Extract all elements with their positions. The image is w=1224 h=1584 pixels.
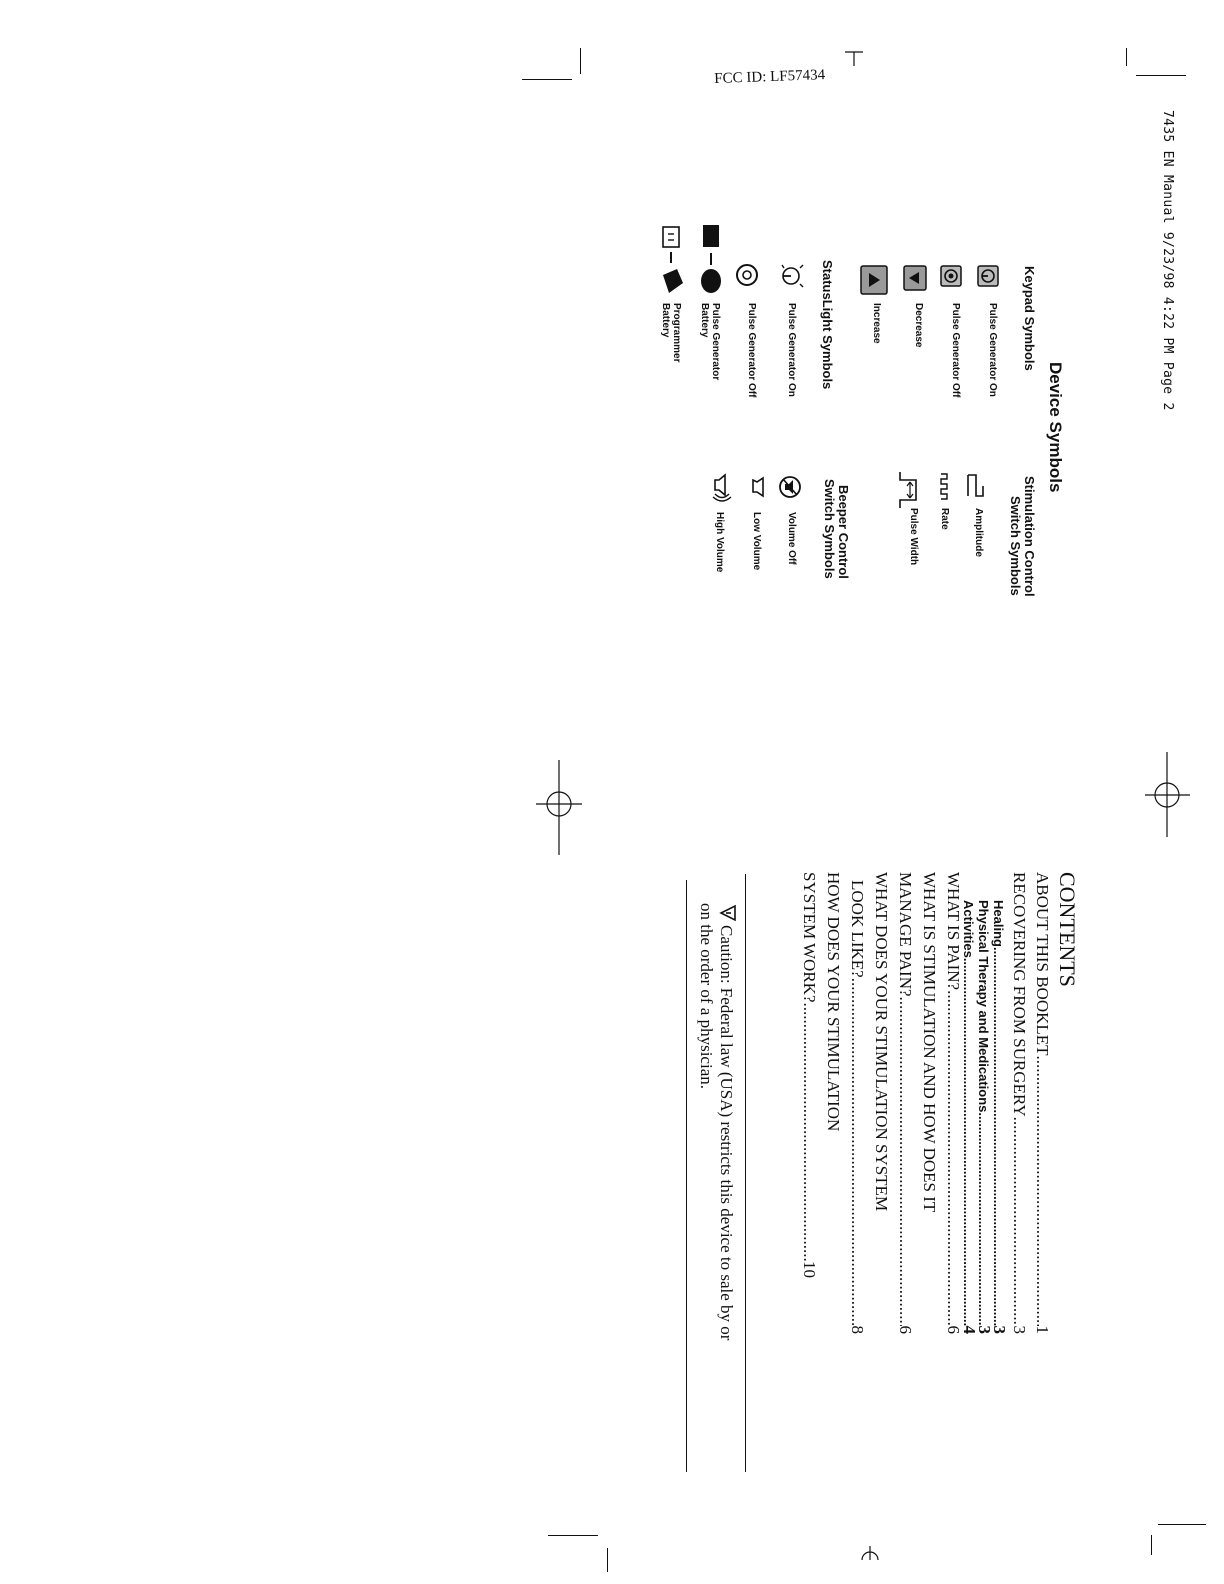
keypad-label: Pulse Generator Off xyxy=(950,303,961,398)
toc-entry: WHAT IS STIMULATION AND HOW DOES IT xyxy=(920,872,939,1213)
registration-target-icon xyxy=(1145,752,1190,837)
statuslight-symbols-heading: StatusLight Symbols xyxy=(820,260,835,390)
pulse-generator-on-key-icon xyxy=(977,265,999,287)
caution-rule-top xyxy=(745,874,746,1472)
statuslight-label: Pulse Generator Off xyxy=(746,303,757,398)
toc-subentry: Healing ..... 3 xyxy=(994,872,1009,1334)
toc-subentry: Physical Therapy and Medications ..... 3 xyxy=(979,872,994,1334)
toc-entry: HOW DOES YOUR STIMULATION xyxy=(824,872,843,1132)
stimulation-label: Pulse Width xyxy=(908,508,919,566)
amplitude-icon xyxy=(966,472,986,500)
volume-off-icon xyxy=(778,474,802,500)
stimulation-label: Amplitude xyxy=(973,508,984,557)
fcc-id: FCC ID: LF57434 xyxy=(714,67,826,87)
beeper-control-heading: Beeper Control Switch Symbols xyxy=(822,479,851,579)
stimulation-control-heading: Stimulation Control Switch Symbols xyxy=(1008,476,1037,597)
increase-key-icon xyxy=(860,265,888,295)
high-volume-icon xyxy=(711,472,733,502)
caution-triangle-icon xyxy=(718,903,738,923)
programmer-battery-icon xyxy=(657,225,685,297)
toc-entry: WHAT DOES YOUR STIMULATION SYSTEM xyxy=(872,872,891,1212)
stimulation-label: Rate xyxy=(939,508,950,530)
low-volume-icon xyxy=(750,476,768,498)
caution-line-1: Caution: Federal law (USA) restricts this device to sale by or xyxy=(717,925,736,1341)
toc-subentry: Activities ..... 4 xyxy=(963,872,979,1334)
print-slug: 7435 EN Manual 9/23/98 4:22 PM Page 2 xyxy=(1160,110,1175,411)
pulse-generator-off-key-icon xyxy=(940,265,962,287)
contents-list xyxy=(795,872,1052,1334)
beeper-label: High Volume xyxy=(714,512,725,573)
beeper-label: Volume Off xyxy=(786,512,797,565)
statuslight-label: Programmer Battery xyxy=(660,303,682,363)
registration-target-icon xyxy=(536,760,582,855)
statuslight-label: Pulse Generator Battery xyxy=(699,303,721,381)
caution-line-2: on the order of a physician. xyxy=(697,903,716,1089)
pulse-generator-on-light-icon xyxy=(778,262,804,290)
pulse-generator-battery-icon xyxy=(700,223,722,295)
caution-rule-bottom xyxy=(686,880,687,1472)
device-symbols-title: Device Symbols xyxy=(1046,362,1065,493)
keypad-label: Increase xyxy=(871,303,882,344)
contents-title: CONTENTS xyxy=(1055,872,1080,987)
rate-icon xyxy=(938,472,954,504)
beeper-label: Low Volume xyxy=(751,512,762,571)
pulse-width-icon xyxy=(898,470,922,510)
decrease-key-icon xyxy=(903,265,927,291)
keypad-label: Decrease xyxy=(913,303,924,348)
statuslight-label: Pulse Generator On xyxy=(786,303,797,397)
pulse-generator-off-light-icon xyxy=(734,262,760,288)
toc-entry: RECOVERING FROM SURGERY ..... 3 xyxy=(1009,872,1029,1334)
keypad-label: Pulse Generator On xyxy=(987,303,998,397)
toc-entry: LOOK LIKE? ..... 8 xyxy=(843,872,867,1334)
toc-entry: ABOUT THIS BOOKLET ..... 1 xyxy=(1029,872,1052,1334)
toc-entry: SYSTEM WORK? ..... 10 xyxy=(795,872,819,1278)
toc-entry: WHAT IS PAIN? ..... 6 xyxy=(939,872,963,1334)
toc-entry: MANAGE PAIN? ..... 6 xyxy=(891,872,915,1334)
keypad-symbols-heading: Keypad Symbols xyxy=(1022,266,1037,371)
